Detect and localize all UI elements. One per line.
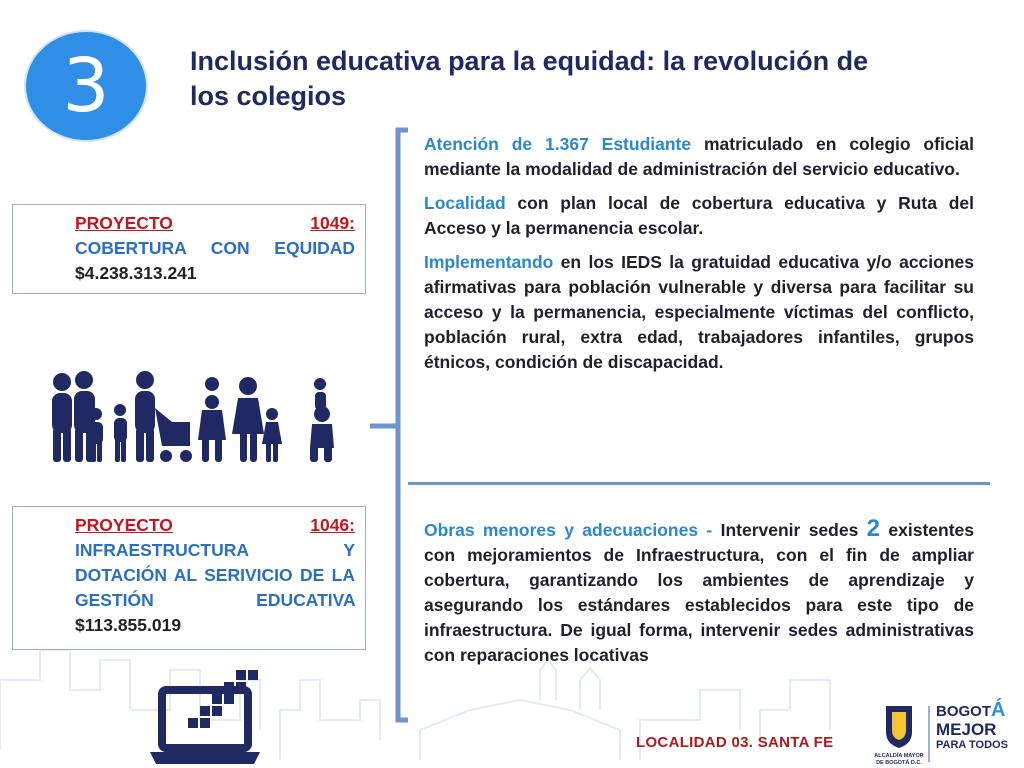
paragraph-text: existentes con mejoramientos de Infraestructura, con el fin de ampliar cobertura, garantizando los ambientes de aprendizaje y asegurando los estándares establecidos para este tipo de infraestructura. De igual forma, intervenir sedes administrativas con reparaciones locativas [424,520,974,665]
project-1049-box [12,204,366,294]
project-1046-box [12,506,366,650]
logo-accent: Á [991,699,1006,721]
infrastructure-text-block [424,516,974,677]
locality-label: LOCALIDAD 03. SANTA FE [636,734,834,751]
logo-line2: MEJOR [936,720,997,739]
family-icon [40,370,360,465]
page-title: Inclusión educativa para la equidad: la revolución de los colegios [190,46,869,111]
footer-divider [928,706,930,762]
paragraph-text: con plan local de cobertura educativa y Ruta del Acceso y la permanencia escolar. [424,193,974,238]
highlight: Localidad [424,193,506,213]
highlight: Implementando [424,252,554,272]
divider-line [408,482,990,485]
alcaldia-line1: ALCALDÍA MAYOR [874,753,924,759]
paragraph-text: en los IEDS la gratuidad educativa y/o acciones afirmativas para población vulnerable y diversa para facilitar su acceso y la permanencia, especialmente víctimas del conflicto, población rural, extra edad, trabajadores infantiles, grupos étnicos, condición de discapacidad. [424,252,974,372]
project-1046-description [75,538,355,638]
paragraph-implementing [424,250,974,375]
logo-line1 [936,700,1022,720]
paragraph-works [424,516,974,668]
bracket-line [370,120,410,730]
project-1049-title [75,211,355,236]
logo-line3: PARA TODOS [936,739,1008,751]
project-label: PROYECTO [75,213,173,233]
paragraph-locality [424,191,974,241]
bogota-mejor-logo [936,700,1022,766]
alcaldia-line2: DE BOGOTÁ D.C. [876,760,922,766]
project-amount: $4.238.313.241 [75,263,197,283]
paragraph-text: Intervenir sedes [720,520,867,540]
sites-count: 2 [866,515,881,542]
highlight: Atención de 1.367 Estudiante [424,134,692,154]
project-1049-description [75,236,355,286]
logo-word: BOGOT [936,703,991,720]
paragraph-attention [424,132,974,182]
coverage-text-block [424,132,974,384]
project-amount: $113.855.019 [75,615,182,635]
laptop-icon [150,668,270,766]
slide-number-badge: 3 [26,32,146,140]
project-number: 1049: [310,213,355,233]
project-number: 1046: [310,515,355,535]
paragraph-text: matriculado en colegio oficial mediante la modalidad de administración del servicio educativo. [424,134,975,179]
project-desc: COBERTURA CON EQUIDAD [75,238,355,258]
project-desc: INFRAESTRUCTURA Y DOTACIÓN AL SERIVICIO DE LA GESTIÓN EDUCATIVA [75,540,355,610]
highlight: Obras menores y adecuaciones - [424,520,721,540]
coat-of-arms-icon [872,702,926,766]
project-1046-title [75,513,355,538]
project-label: PROYECTO [75,515,173,535]
